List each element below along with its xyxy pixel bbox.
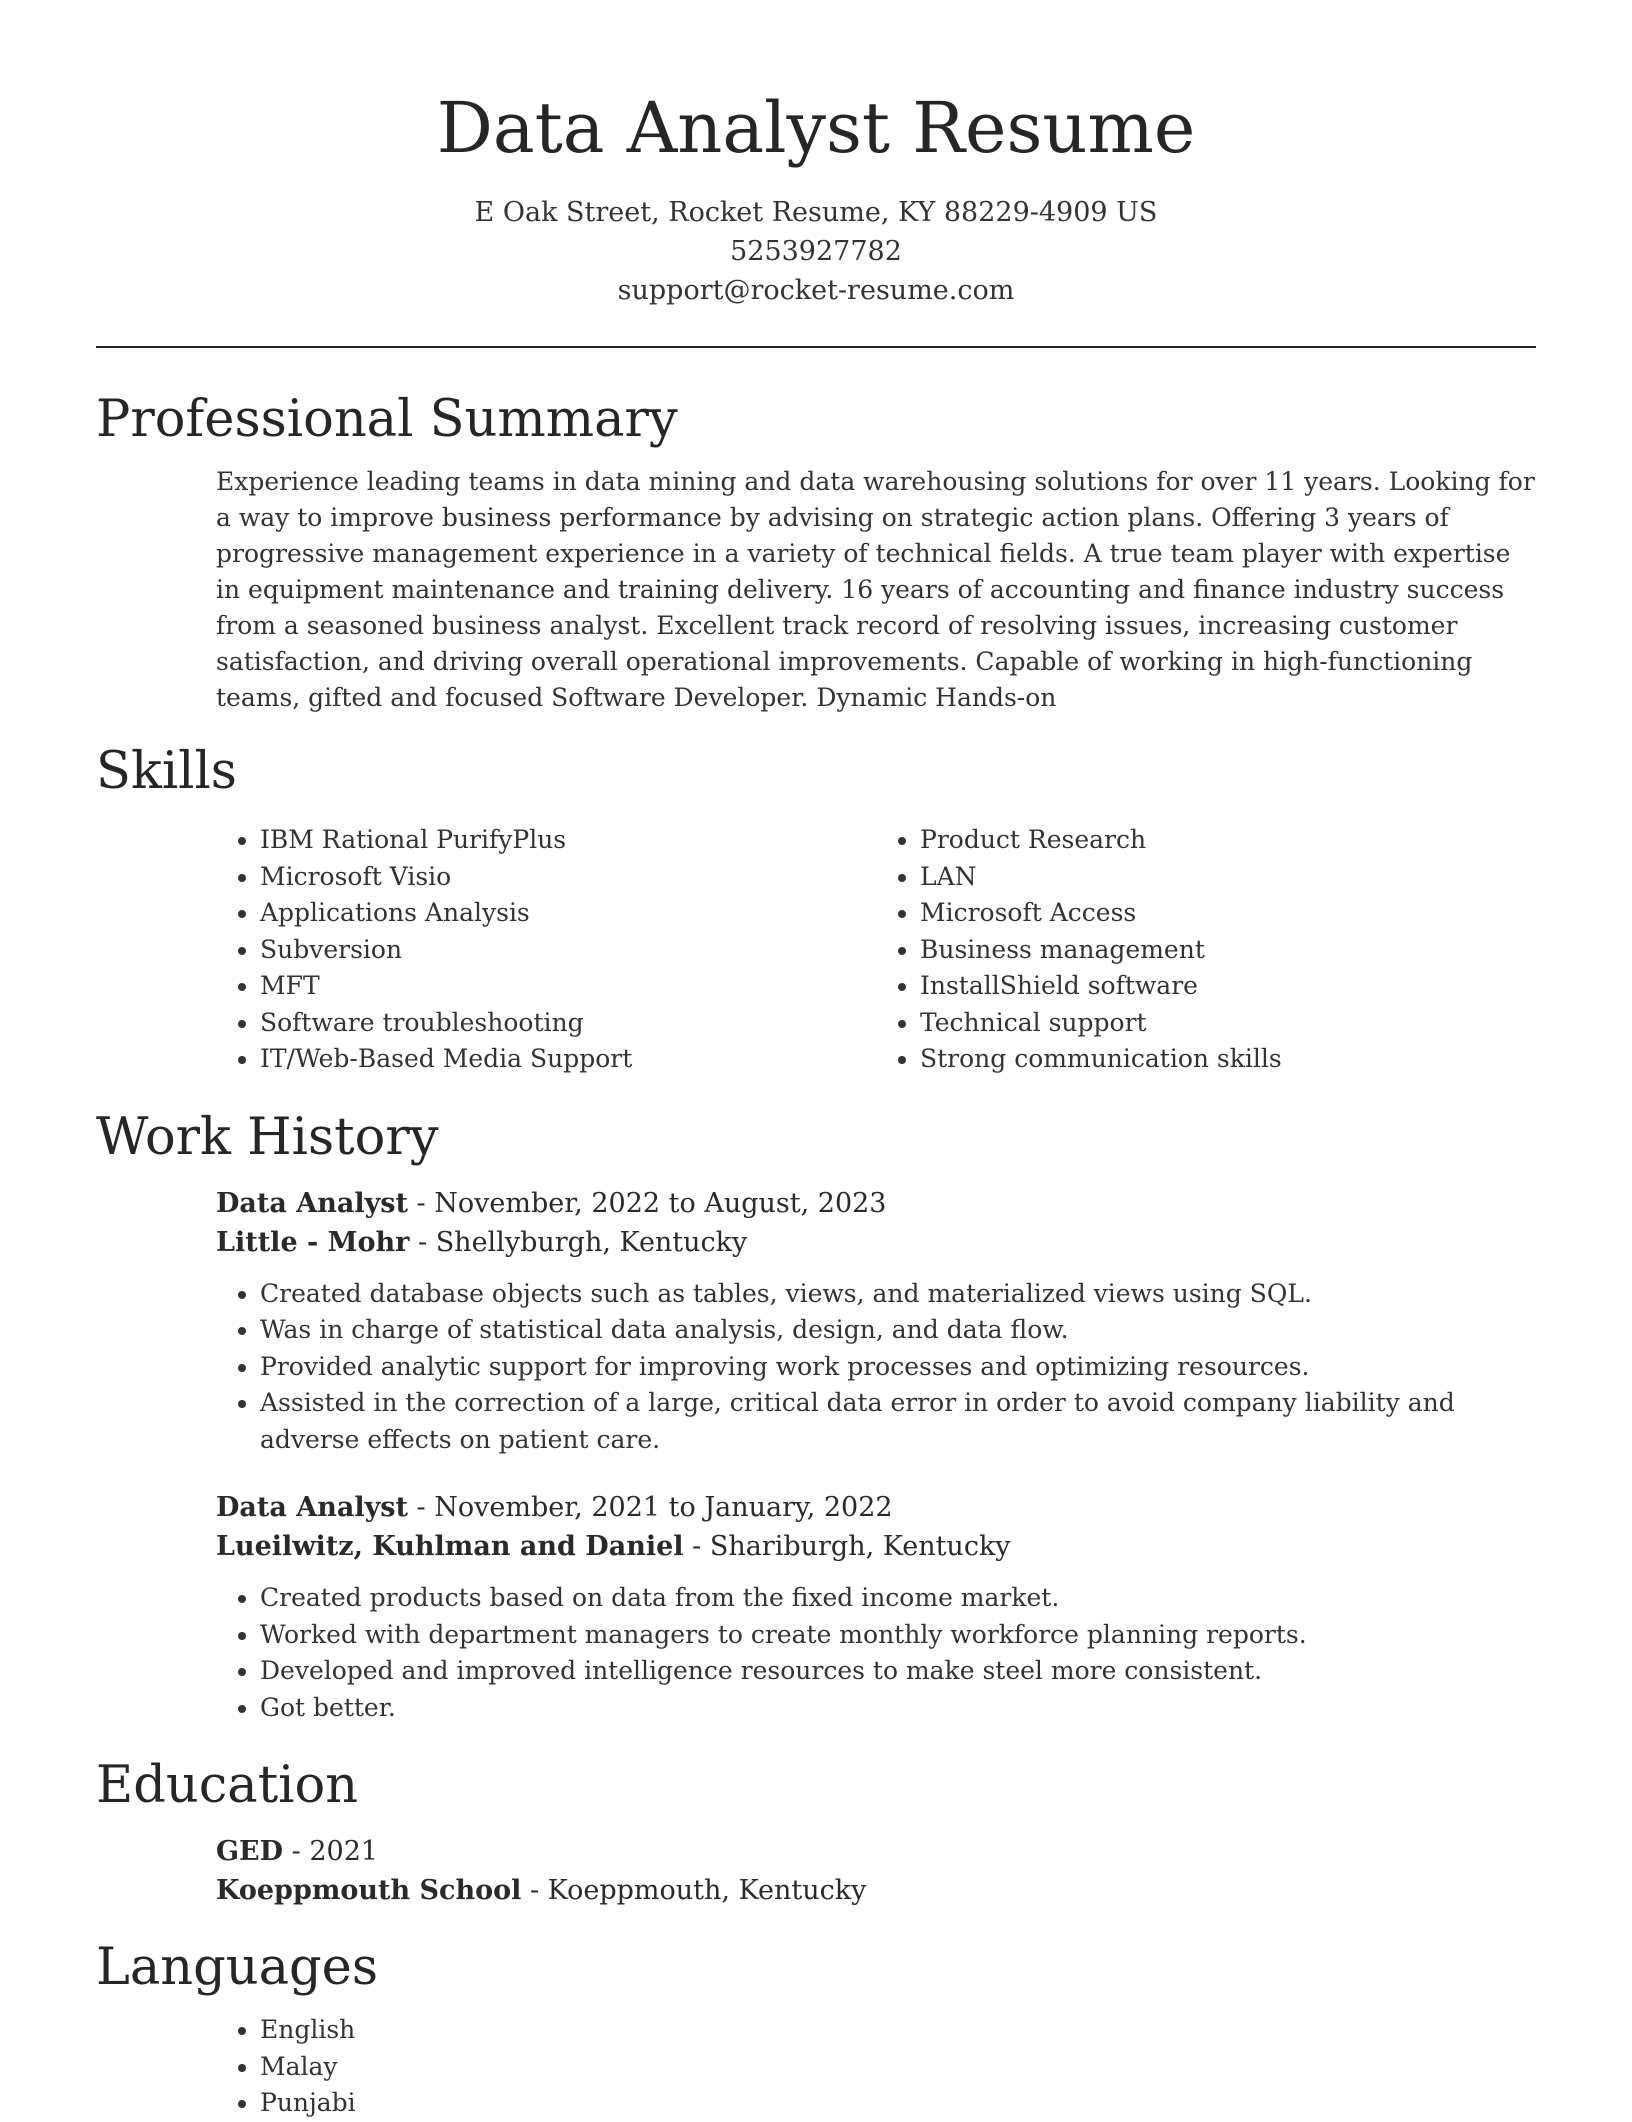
skill-item: • Strong communication skills: [920, 1041, 1536, 1078]
language-item: • Punjabi: [260, 2085, 1536, 2122]
skills-list-right: [876, 822, 1536, 1078]
contact-block: [0, 193, 1632, 310]
skill-item: • Applications Analysis: [260, 895, 876, 932]
skill-item: • IBM Rational PurifyPlus: [260, 822, 876, 859]
work-history-heading: Work History: [96, 1107, 439, 1167]
job-bullet: • Was in charge of statistical data analysis, design, and data flow.: [260, 1312, 1536, 1349]
job-bullets: [216, 1276, 1536, 1459]
header-divider: [96, 346, 1536, 348]
skills-list-left: [216, 822, 876, 1078]
job-dates: November, 2021 to January, 2022: [434, 1492, 893, 1523]
skill-item: • Microsoft Visio: [260, 859, 876, 896]
job-location: Shellyburgh, Kentucky: [435, 1226, 748, 1258]
languages-list: [216, 2012, 1536, 2122]
skill-item: • LAN: [920, 859, 1536, 896]
job-title-line: Data Analyst - November, 2022 to August, 2023: [216, 1187, 887, 1219]
education-school-line: Koeppmouth School - Koeppmouth, Kentucky: [216, 1875, 867, 1906]
education-section: [96, 1754, 1536, 1910]
summary-heading: Professional Summary: [96, 390, 678, 449]
job-company-line: Little - Mohr - Shellyburgh, Kentucky: [216, 1226, 748, 1258]
job-company: Little - Mohr: [216, 1226, 410, 1258]
job-role: Data Analyst: [216, 1492, 408, 1523]
skill-item: • Technical support: [920, 1005, 1536, 1042]
education-degree-line: GED - 2021: [216, 1836, 379, 1867]
skill-item: • MFT: [260, 968, 876, 1005]
languages-section: [96, 1936, 1536, 2122]
contact-address: E Oak Street, Rocket Resume, KY 88229-4909 US: [474, 197, 1158, 228]
resume-header: [0, 0, 1632, 310]
summary-text: Experience leading teams in data mining and data warehousing solutions for over 11 years. Looking for a way to improve business performance by advising on strategic action plans. Offering 3 years of progressive management experience in a variety of technical fields. A true team player with expertise in equipment maintenance and training delivery. 16 years of accounting and finance industry success from a seasoned business analyst. Excellent track record of resolving issues, increasing customer satisfaction, and driving overall operational improvements. Capable of working in high-functioning teams, gifted and focused Software Developer. Dynamic Hands-on: [216, 467, 1535, 712]
language-item: • Malay: [260, 2049, 1536, 2086]
job-location: Shariburgh, Kentucky: [709, 1531, 1011, 1562]
education-year: 2021: [309, 1836, 379, 1867]
skill-item: • Business management: [920, 932, 1536, 969]
job-title-line: Data Analyst - November, 2021 to January, 2022: [216, 1492, 893, 1523]
education-degree: GED: [216, 1836, 284, 1867]
education-location: Koeppmouth, Kentucky: [547, 1875, 867, 1906]
contact-phone: 5253927782: [730, 236, 902, 267]
skills-heading: Skills: [96, 742, 237, 801]
language-item: • English: [260, 2012, 1536, 2049]
skill-item: • Software troubleshooting: [260, 1005, 876, 1042]
skill-item: • InstallShield software: [920, 968, 1536, 1005]
job-entry: [216, 1184, 1536, 1459]
job-bullet: • Developed and improved intelligence resources to make steel more consistent.: [260, 1653, 1536, 1690]
job-bullet: • Worked with department managers to create monthly workforce planning reports.: [260, 1617, 1536, 1654]
job-company: Lueilwitz, Kuhlman and Daniel: [216, 1531, 684, 1562]
job-bullet: • Provided analytic support for improving work processes and optimizing resources.: [260, 1349, 1536, 1386]
languages-heading: Languages: [96, 1938, 379, 1997]
skill-item: • Product Research: [920, 822, 1536, 859]
job-dates: November, 2022 to August, 2023: [434, 1187, 887, 1219]
education-school: Koeppmouth School: [216, 1875, 522, 1906]
skill-item: • Microsoft Access: [920, 895, 1536, 932]
resume-title: Data Analyst Resume: [436, 87, 1196, 169]
education-entry: [216, 1832, 1536, 1910]
work-history-section: [96, 1106, 1536, 1727]
job-bullet: • Assisted in the correction of a large, critical data error in order to avoid company liability and adverse effects on patient care.: [260, 1385, 1536, 1458]
education-heading: Education: [96, 1756, 359, 1815]
job-role: Data Analyst: [216, 1187, 408, 1219]
job-bullet: • Got better.: [260, 1690, 1536, 1727]
skills-grid: [216, 822, 1536, 1078]
skill-item: • IT/Web-Based Media Support: [260, 1041, 876, 1078]
job-entry: [216, 1488, 1536, 1726]
job-company-line: Lueilwitz, Kuhlman and Daniel - Shariburgh, Kentucky: [216, 1531, 1011, 1562]
job-bullet: • Created products based on data from the fixed income market.: [260, 1580, 1536, 1617]
languages-body: [216, 2012, 1536, 2122]
skills-section: [96, 740, 1536, 1078]
professional-summary-section: [96, 388, 1536, 716]
skill-item: • Subversion: [260, 932, 876, 969]
job-bullet: • Created database objects such as tables, views, and materialized views using SQL.: [260, 1276, 1536, 1313]
job-bullets: [216, 1580, 1536, 1726]
contact-email: support@rocket-resume.com: [617, 275, 1015, 306]
